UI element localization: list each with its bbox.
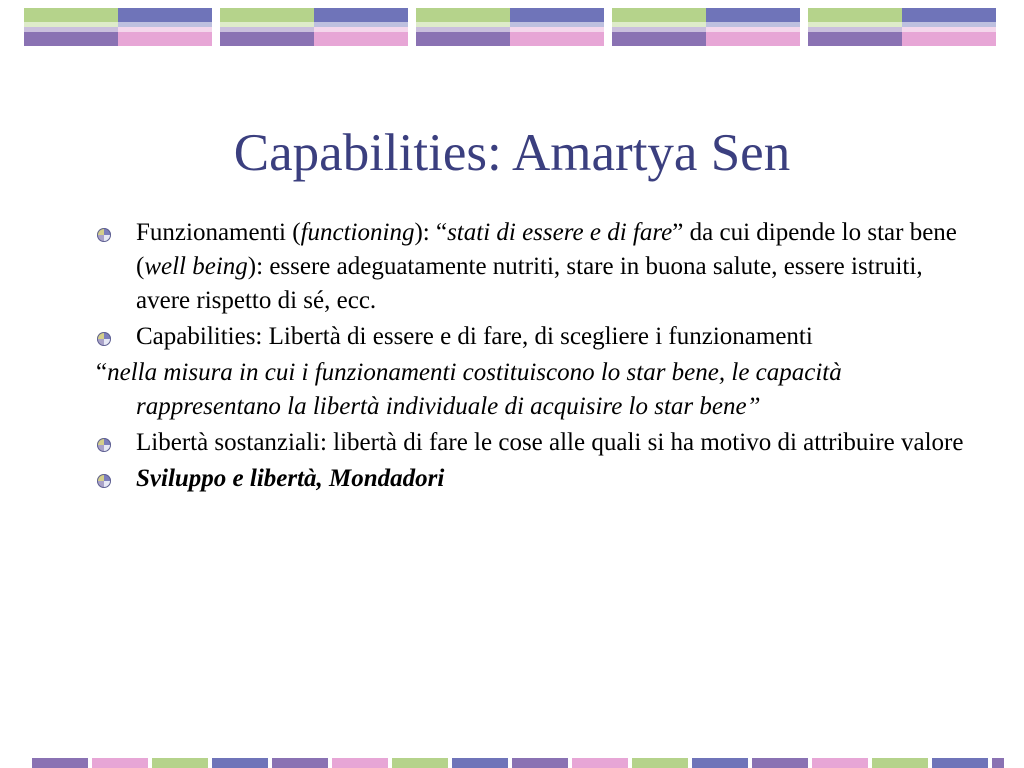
bottom-decor-segment	[152, 758, 208, 768]
bottom-decor-segment	[632, 758, 688, 768]
bullet-item-funzionamenti	[96, 216, 966, 318]
bottom-decor-segment	[692, 758, 748, 768]
quote-text: nella misura in cui i funzionamenti costituiscono lo star bene, le capacità rappresentano la libertà individuale di acquisire lo star bene”	[107, 359, 842, 420]
top-decor-block	[24, 8, 212, 46]
slide-title: Capabilities: Amartya Sen	[233, 124, 791, 182]
bottom-decor-segment	[752, 758, 808, 768]
bullet-sphere-icon	[97, 438, 111, 452]
bottom-decor-segment	[992, 758, 1004, 768]
bottom-decor-segment	[572, 758, 628, 768]
bottom-decor-band	[32, 758, 1004, 768]
bottom-decor-segment	[812, 758, 868, 768]
bottom-decor-segment	[512, 758, 568, 768]
quote-open-mark: “	[96, 359, 108, 386]
top-decor-block	[808, 8, 996, 46]
bullet-item-capabilities	[96, 320, 966, 354]
bottom-decor-segment	[32, 758, 88, 768]
bullet-text: Libertà sostanziali: libertà di fare le cose alle quali si ha motivo di attribuire valore	[136, 429, 964, 456]
top-decor-block	[220, 8, 408, 46]
top-decor-block	[612, 8, 800, 46]
top-decor-band	[24, 8, 1000, 46]
bottom-decor-segment	[332, 758, 388, 768]
bottom-decor-segment	[932, 758, 988, 768]
bullet-sphere-icon	[97, 474, 111, 488]
bullet-sphere-icon	[97, 228, 111, 242]
bottom-decor-segment	[392, 758, 448, 768]
bottom-decor-segment	[872, 758, 928, 768]
bottom-decor-segment	[272, 758, 328, 768]
bullet-text: Capabilities: Libertà di essere e di fare, di scegliere i funzionamenti	[136, 323, 813, 350]
bullet-item-book-reference	[96, 462, 966, 496]
bottom-decor-segment	[92, 758, 148, 768]
bullet-item-liberta-sostanziali	[96, 426, 966, 460]
bottom-decor-segment	[452, 758, 508, 768]
bullet-sphere-icon	[97, 332, 111, 346]
bottom-decor-segment	[212, 758, 268, 768]
bullet-text: Sviluppo e libertà, Mondadori	[136, 465, 445, 492]
slide-content	[96, 216, 966, 498]
bullet-text: Funzionamenti (functioning): “stati di essere e di fare” da cui dipende lo star bene (well being): essere adeguatamente nutriti, stare in buona salute, essere istruiti, avere rispetto di sé, ecc.	[136, 219, 957, 314]
top-decor-block	[416, 8, 604, 46]
quote-paragraph	[96, 356, 966, 424]
